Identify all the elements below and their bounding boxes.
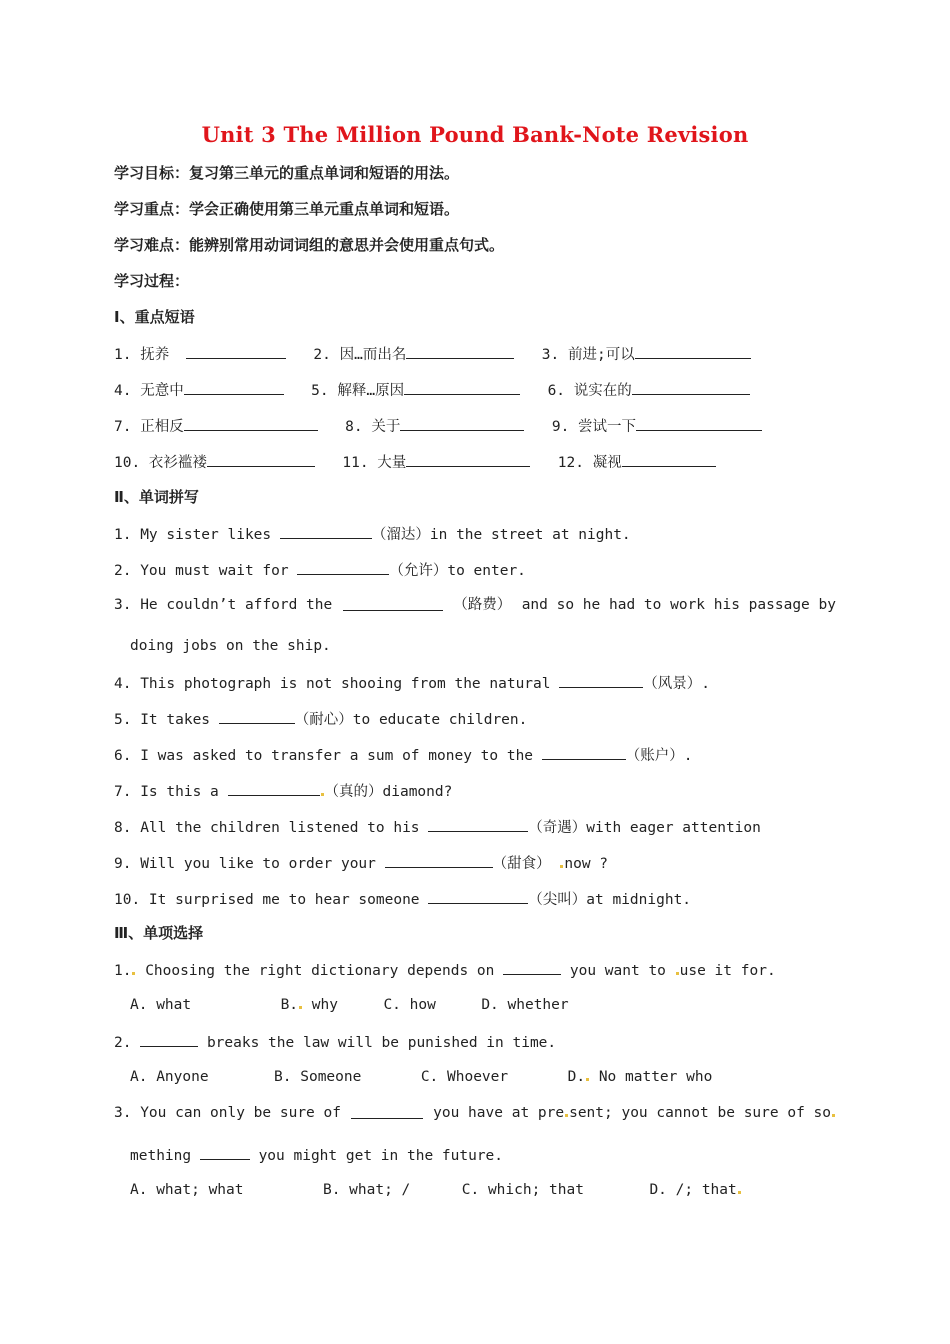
answer-blank[interactable] xyxy=(622,451,716,467)
question-text: now ? xyxy=(564,856,609,872)
spelling-question-continued: doing jobs on the ship. xyxy=(130,638,331,654)
question-text: （耐心）to educate children. xyxy=(294,712,528,728)
answer-blank[interactable] xyxy=(140,1031,198,1047)
question-text: you might get in the future. xyxy=(258,1148,504,1164)
question-text: 1. My sister likes xyxy=(114,527,272,543)
phrase-item: 6. 说实在的 xyxy=(547,383,632,399)
answer-blank[interactable] xyxy=(404,379,520,395)
question-text: 3. You can only be sure of xyxy=(114,1105,341,1121)
question-text: Choosing the right dictionary depends on xyxy=(145,963,495,979)
option-c[interactable]: C. which; that xyxy=(461,1182,584,1198)
answer-blank[interactable] xyxy=(219,708,295,724)
question-text: （真的）diamond? xyxy=(324,784,453,800)
question-text: 9. Will you like to order your xyxy=(114,856,376,872)
learning-process: 学习过程： xyxy=(114,272,190,290)
answer-blank[interactable] xyxy=(200,1144,250,1160)
option-d[interactable]: D. whether xyxy=(481,997,569,1013)
spelling-question xyxy=(114,523,631,545)
question-text: （尖叫）at midnight. xyxy=(528,892,692,908)
answer-blank[interactable] xyxy=(542,744,626,760)
question-text: 10. It surprised me to hear someone xyxy=(114,892,420,908)
section-2-heading: Ⅱ、单词拼写 xyxy=(114,488,199,506)
answer-blank[interactable] xyxy=(503,959,561,975)
learning-focus: 学习重点：学会正确使用第三单元重点单词和短语。 xyxy=(114,200,460,218)
spelling-question xyxy=(114,708,527,730)
question-text: 3. He couldn’t afford the xyxy=(114,597,333,613)
phrase-item: 5. 解释…原因 xyxy=(311,383,405,399)
phrase-item: 4. 无意中 xyxy=(114,383,184,399)
choice-question-continued xyxy=(130,1144,503,1166)
option-a[interactable]: A. what; what xyxy=(130,1182,244,1198)
option-d[interactable]: D. xyxy=(567,1069,586,1085)
choice-question xyxy=(114,959,776,981)
section-1-heading: I、重点短语 xyxy=(114,308,195,326)
phrase-item: 10. 衣衫褴褛 xyxy=(114,455,207,471)
phrase-item: 3. 前进;可以 xyxy=(541,347,635,363)
choice-options xyxy=(130,1067,712,1087)
answer-blank[interactable] xyxy=(186,343,286,359)
phrase-row xyxy=(114,343,751,365)
question-text: （路费） xyxy=(453,597,512,613)
question-text: mething xyxy=(130,1148,192,1164)
phrase-item: 12. 凝视 xyxy=(557,455,622,471)
phrase-row xyxy=(114,379,750,401)
answer-blank[interactable] xyxy=(184,415,318,431)
phrase-item: 11. 大量 xyxy=(342,455,407,471)
phrase-item: 1. 抚养 xyxy=(114,347,170,363)
spelling-question xyxy=(114,888,691,910)
answer-blank[interactable] xyxy=(343,595,443,611)
answer-blank[interactable] xyxy=(280,523,372,539)
question-number: 2. xyxy=(114,1035,132,1051)
learning-goal: 学习目标：复习第三单元的重点单词和短语的用法。 xyxy=(114,164,460,182)
choice-question xyxy=(114,1103,836,1123)
answer-blank[interactable] xyxy=(406,343,514,359)
question-text: （甜食） xyxy=(492,856,551,872)
question-text: sent; you cannot be sure of so xyxy=(569,1105,831,1121)
question-text: （允许）to enter. xyxy=(389,563,526,579)
question-text: use it for. xyxy=(679,963,776,979)
question-text: 5. It takes xyxy=(114,712,211,728)
option-a[interactable]: A. what xyxy=(130,997,192,1013)
option-c[interactable]: C. how xyxy=(383,997,436,1013)
question-text: 8. All the children listened to his xyxy=(114,820,420,836)
answer-blank[interactable] xyxy=(428,816,528,832)
answer-blank[interactable] xyxy=(385,852,493,868)
answer-blank[interactable] xyxy=(559,672,643,688)
page-title: Unit 3 The Million Pound Bank-Note Revision xyxy=(201,122,749,147)
question-text: （风景）. xyxy=(643,676,710,692)
answer-blank[interactable] xyxy=(428,888,528,904)
option-b[interactable]: B. what; / xyxy=(322,1182,411,1198)
spelling-question xyxy=(114,780,452,802)
answer-blank[interactable] xyxy=(184,379,284,395)
phrase-item: 9. 尝试一下 xyxy=(551,419,637,435)
spelling-question xyxy=(114,559,526,581)
option-d[interactable]: D. /; that xyxy=(649,1182,737,1198)
spelling-question xyxy=(114,595,836,615)
phrase-row xyxy=(114,451,716,473)
option-b[interactable]: B. Someone xyxy=(274,1069,362,1085)
question-text: and so he had to work his passage by xyxy=(521,597,836,613)
question-number: 1. xyxy=(114,963,132,979)
question-text: breaks the law will be punished in time. xyxy=(206,1035,557,1051)
answer-blank[interactable] xyxy=(228,780,320,796)
spelling-question xyxy=(114,852,608,874)
question-text: 7. Is this a xyxy=(114,784,219,800)
phrase-item: 2. 因…而出名 xyxy=(313,347,407,363)
answer-blank[interactable] xyxy=(632,379,750,395)
question-text: you have at pre xyxy=(433,1105,565,1121)
question-text: 6. I was asked to transfer a sum of money to the xyxy=(114,748,534,764)
section-3-heading: Ⅲ、单项选择 xyxy=(114,924,204,942)
phrase-row xyxy=(114,415,762,437)
option-b[interactable]: B. xyxy=(280,997,299,1013)
question-text: （账户）. xyxy=(625,748,693,764)
choice-options xyxy=(130,995,569,1015)
answer-blank[interactable] xyxy=(400,415,524,431)
question-text: 2. You must wait for xyxy=(114,563,289,579)
answer-blank[interactable] xyxy=(635,343,751,359)
phrase-item: 7. 正相反 xyxy=(114,419,184,435)
answer-blank[interactable] xyxy=(207,451,315,467)
answer-blank[interactable] xyxy=(636,415,762,431)
option-c[interactable]: C. Whoever xyxy=(420,1069,509,1085)
spelling-question xyxy=(114,816,761,838)
answer-blank[interactable] xyxy=(351,1103,423,1119)
question-text: （奇遇）with eager attention xyxy=(528,820,761,836)
answer-blank[interactable] xyxy=(406,451,530,467)
question-text: 4. This photograph is not shooing from the natural xyxy=(114,676,551,692)
learning-difficulty: 学习难点：能辨别常用动词词组的意思并会使用重点句式。 xyxy=(114,236,505,254)
option-a[interactable]: A. Anyone xyxy=(130,1069,209,1085)
spelling-question xyxy=(114,672,710,694)
answer-blank[interactable] xyxy=(297,559,389,575)
option-b-text: why xyxy=(311,997,338,1013)
phrase-item: 8. 关于 xyxy=(345,419,401,435)
option-d-text: No matter who xyxy=(598,1069,713,1085)
spelling-question xyxy=(114,744,693,766)
choice-question xyxy=(114,1031,556,1053)
choice-options xyxy=(130,1180,742,1200)
question-text: （溜达）in the street at night. xyxy=(371,527,631,543)
question-text: you want to xyxy=(569,963,666,979)
